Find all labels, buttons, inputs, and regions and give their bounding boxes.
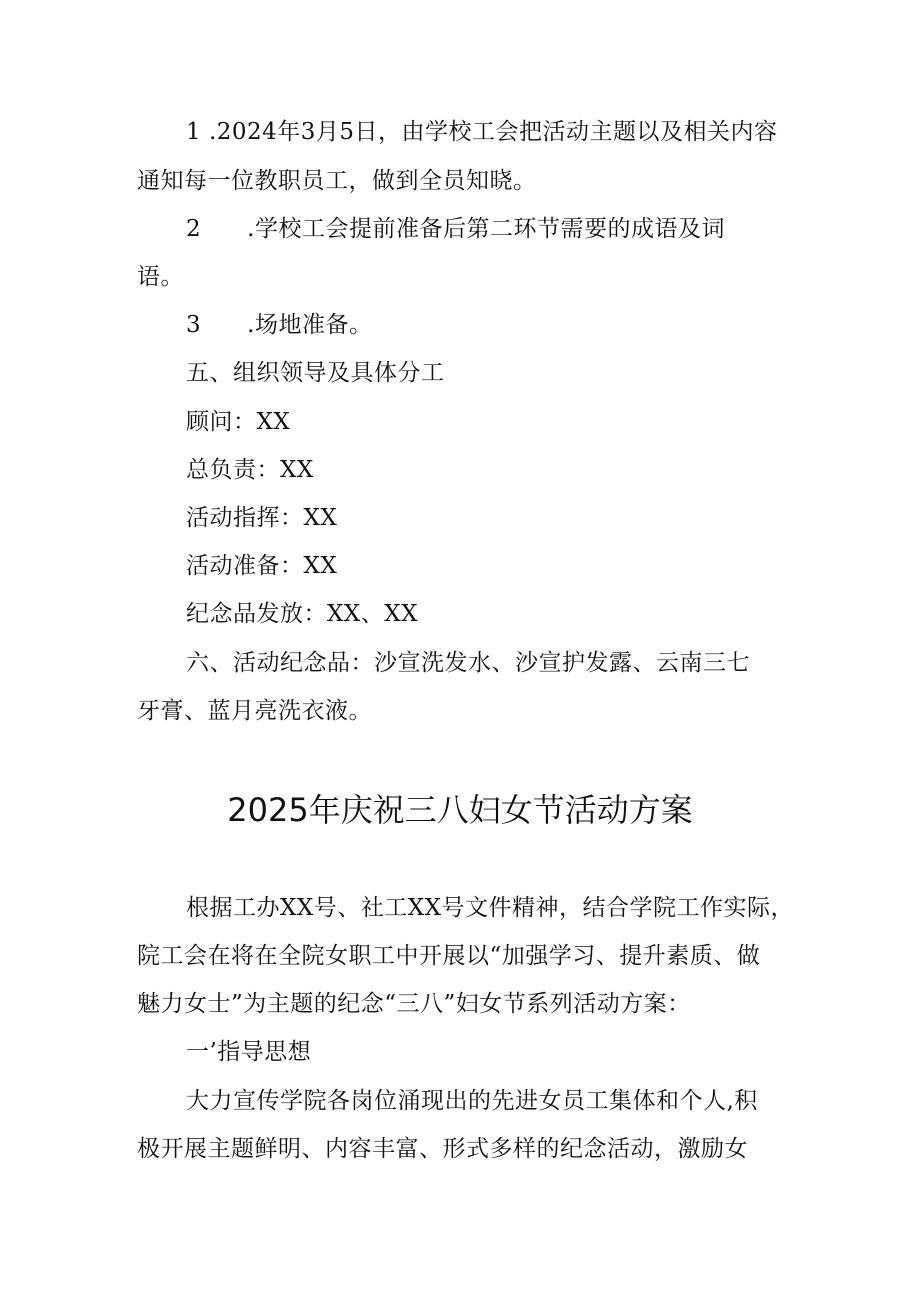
- item1-line1: 1 .2024年3月5日，由学校工会把活动主题以及相关内容: [186, 119, 778, 145]
- document-title: 2025年庆祝三八妇女节活动方案: [227, 791, 693, 829]
- item3-line1: [186, 310, 372, 340]
- item2-line1: [186, 214, 725, 244]
- item2-text: .学校工会提前准备后第二环节需要的成语及词: [247, 216, 725, 242]
- intro-line2: 院工会在将在全院女职工中开展以“加强学习、提升素质、做: [137, 943, 761, 969]
- guiding-ideology-heading: 一’指导思想: [186, 1039, 312, 1065]
- body-line2: 极开展主题鲜明、内容丰富、形式多样的纪念活动，激励女: [137, 1136, 748, 1162]
- item3-text: .场地准备。: [247, 312, 373, 338]
- gift-distribution-line: 纪念品发放：XX、XX: [186, 601, 418, 627]
- commander-line: 活动指挥：XX: [186, 505, 338, 531]
- item2-number: 2: [186, 216, 202, 242]
- intro-line1: 根据工办XX号、社工XX号文件精神，结合学院工作实际，: [186, 895, 794, 921]
- item2-line2: 语。: [137, 264, 184, 290]
- body-line1: 大力宣传学院各岗位涌现出的先进女员工集体和个人,积: [186, 1088, 758, 1114]
- section-six-line2: 牙膏、蓝月亮洗衣液。: [137, 698, 372, 724]
- item3-number: 3: [186, 312, 202, 338]
- intro-line3: 魅力女士”为主题的纪念“三八”妇女节系列活动方案：: [137, 991, 691, 1017]
- preparer-line: 活动准备：XX: [186, 553, 338, 579]
- leader-line: 总负责：XX: [186, 457, 314, 483]
- advisor-line: 顾问：XX: [186, 409, 291, 435]
- item1-line2: 通知每一位教职员工，做到全员知晓。: [137, 168, 537, 194]
- section-five-heading: 五、组织领导及具体分工: [186, 360, 445, 386]
- section-six-line1: 六、活动纪念品：沙宣洗发水、沙宣护发露、云南三七: [186, 650, 750, 676]
